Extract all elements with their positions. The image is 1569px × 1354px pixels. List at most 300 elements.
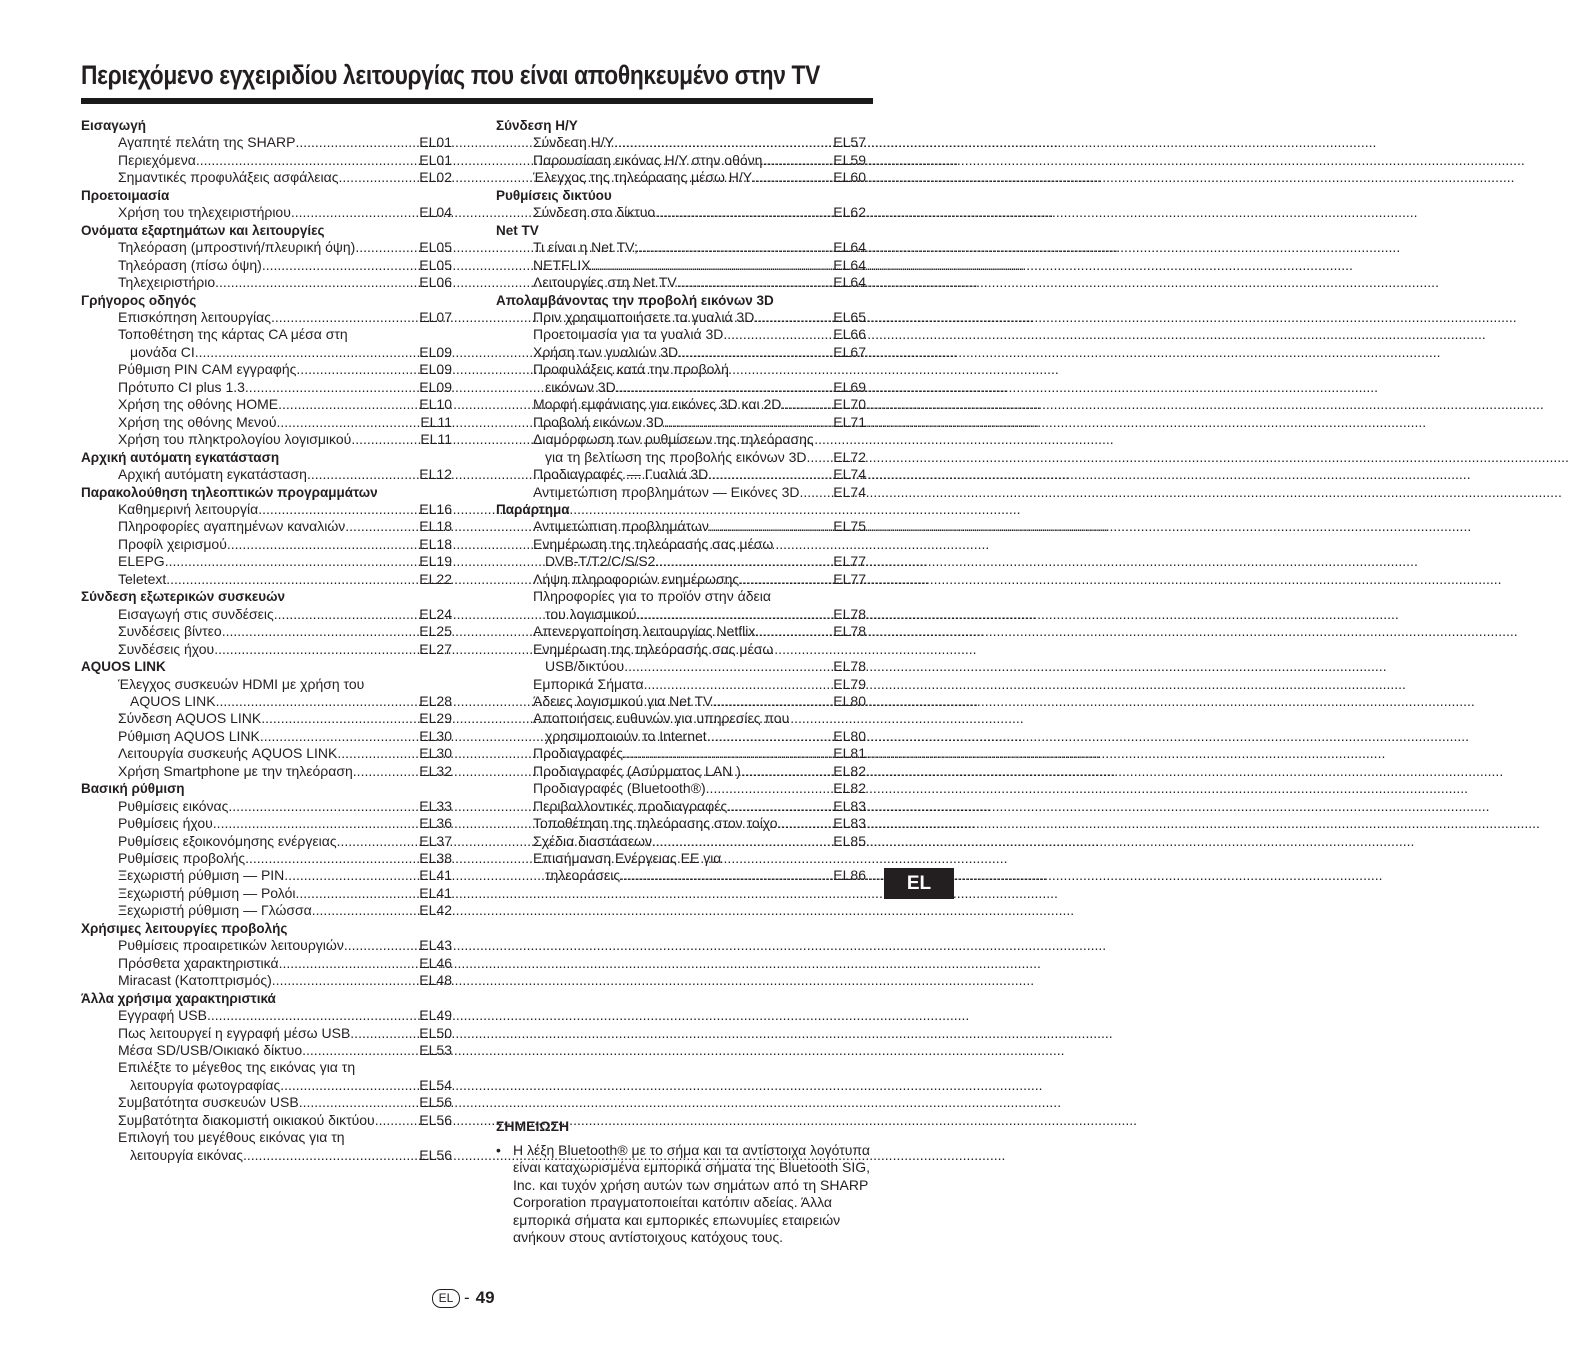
dot-leader: [636, 606, 833, 623]
toc-entry-title: Τοποθέτηση της τηλεόρασης στον τοίχο: [533, 815, 778, 832]
toc-entry-title: Χρήση της οθόνης Μενού: [118, 413, 277, 430]
dot-leader: [624, 658, 833, 675]
toc-entry: [81, 902, 452, 919]
toc-entry: [496, 798, 866, 815]
toc-entry-title: Σύνδεση Η/Υ: [533, 134, 614, 151]
toc-entry: [496, 204, 866, 221]
toc-entry-title: Λειτουργία συσκευής AQUOS LINK: [118, 745, 338, 762]
toc-entry-page: EL85: [833, 832, 866, 849]
toc-section-heading: Ονόματα εξαρτημάτων και λειτουργίες: [81, 222, 325, 238]
toc-entry-title: Ρυθμίσεις προβολής: [118, 850, 246, 867]
toc-entry-line: Ενημέρωση της τηλεόρασής σας μέσω: [533, 640, 774, 657]
toc-entry-title: Πρόσθετα χαρακτηριστικά: [118, 954, 279, 971]
dot-leader: [623, 745, 833, 762]
toc-entry: [81, 798, 452, 815]
toc-entry: [496, 326, 866, 343]
toc-entry: [81, 955, 452, 972]
dot-leader: [727, 798, 833, 815]
toc-entry-title: Ξεχωριστή ρύθμιση — Ρολόι: [118, 884, 296, 901]
toc-entry-page: EL11: [420, 413, 452, 430]
toc-section-heading: Σύνδεση εξωτερικών συσκευών: [81, 589, 286, 605]
toc-entry-page: EL56: [419, 1111, 452, 1128]
language-oval: EL: [432, 1289, 460, 1308]
toc-entry-title: Σχέδια διαστάσεων: [533, 832, 653, 849]
toc-entry: [81, 274, 452, 291]
toc-entry-title: DVB-T/T2/C/S/S2: [545, 553, 656, 570]
toc-entry-page: EL62: [833, 204, 866, 221]
toc-entry-title: Χρήση της οθόνης HOME: [118, 396, 279, 413]
title-rule: [81, 98, 873, 104]
toc-entry: [81, 204, 452, 221]
toc-section-heading: Γρήγορος οδηγός: [81, 292, 197, 308]
toc-entry: [496, 396, 866, 413]
toc-entry-line: Πληροφορίες για το προϊόν στην άδεια: [533, 588, 771, 605]
toc-entry: [81, 257, 452, 274]
toc-entry-title: μονάδα CI: [130, 343, 195, 360]
toc-entry-title: για τη βελτίωση της προβολής εικόνων 3D: [545, 448, 807, 465]
toc-entry: [81, 431, 452, 448]
toc-entry-page: EL69: [833, 378, 866, 395]
toc-entry-page: EL38: [419, 850, 452, 867]
toc-entry-page: EL09: [419, 343, 452, 360]
toc-entry-title: Επισκόπηση λειτουργίας: [118, 308, 271, 325]
toc-entry-page: EL50: [419, 1024, 452, 1041]
toc-entry-page: EL80: [833, 692, 866, 709]
toc-entry: [496, 379, 866, 396]
toc-entry-page: EL25: [419, 623, 452, 640]
dot-leader: [799, 484, 833, 501]
page-number: 49: [475, 1288, 495, 1307]
toc-entry-title: Αντιμετώπιση προβλημάτων: [533, 518, 709, 535]
toc-entry-page: EL12: [419, 466, 452, 483]
toc-entry-page: EL27: [419, 640, 452, 657]
toc-entry-line: Έλεγχος συσκευών HDMI με χρήση του: [118, 675, 365, 692]
toc-entry-page: EL37: [419, 832, 452, 849]
toc-entry: [496, 239, 866, 256]
toc-entry: [81, 623, 452, 640]
toc-section-heading: AQUOS LINK: [81, 659, 166, 675]
dot-leader: [245, 850, 419, 867]
toc-entry-page: EL42: [419, 902, 452, 919]
dot-leader: [260, 728, 419, 745]
toc-entry: [81, 885, 452, 902]
toc-entry: [81, 361, 452, 378]
toc-entry-page: EL09: [419, 378, 452, 395]
toc-entry-title: Ρύθμιση PIN CAM εγγραφής: [118, 361, 297, 378]
toc-entry: [496, 466, 866, 483]
toc-entry: [496, 833, 866, 850]
toc-section-heading: Απολαμβάνοντας την προβολή εικόνων 3D: [496, 292, 774, 308]
dot-leader: [216, 693, 420, 710]
toc-entry-title: Χρήση του τηλεχειριστήριου: [118, 204, 291, 221]
dot-leader: [295, 134, 419, 151]
toc-entry: [496, 606, 866, 623]
toc-entry-title: Προετοιμασία για τα γυαλιά 3D: [533, 326, 724, 343]
toc-entry-title: Συνδέσεις βίντεο: [118, 623, 222, 640]
dot-leader: [296, 885, 420, 902]
toc-entry-title: Συμβατότητα διακομιστή οικιακού δικτύου: [118, 1111, 375, 1128]
toc-entry-title: Σημαντικές προφυλάξεις ασφάλειας: [118, 169, 339, 186]
dot-leader: [228, 798, 419, 815]
toc-entry-page: EL74: [833, 483, 866, 500]
toc-entry: [496, 553, 866, 570]
toc-entry-page: EL67: [833, 343, 866, 360]
toc-entry-page: EL36: [419, 815, 452, 832]
toc-entry-page: EL24: [419, 605, 452, 622]
toc-entry-page: EL77: [833, 570, 866, 587]
toc-entry-title: Ρυθμίσεις εξοικονόμησης ενέργειας: [118, 832, 337, 849]
toc-entry-page: EL78: [833, 605, 866, 622]
dot-leader: [222, 623, 420, 640]
toc-entry: [496, 676, 866, 693]
toc-entry-title: Περιβαλλοντικές προδιαγραφές: [533, 797, 728, 814]
toc-entry-page: EL30: [419, 745, 452, 762]
dot-leader: [655, 553, 833, 570]
toc-entry-page: EL41: [419, 867, 452, 884]
toc-entry: [496, 484, 866, 501]
toc-section-heading: Παρακολούθηση τηλεοπτικών προγραμμάτων: [81, 484, 378, 500]
dot-leader: [312, 902, 420, 919]
toc-section-heading: Net TV: [496, 222, 539, 238]
toc-entry-page: EL64: [833, 274, 866, 291]
toc-section-heading: Χρήσιμες λειτουργίες προβολής: [81, 920, 288, 936]
toc-entry: [496, 518, 866, 535]
toc-entry-page: EL72: [833, 448, 866, 465]
dot-leader: [762, 152, 833, 169]
dot-leader: [213, 815, 420, 832]
toc-left-column: [81, 117, 452, 1164]
dot-leader: [723, 326, 833, 343]
toc-entry-page: EL74: [833, 466, 866, 483]
toc-entry-title: Αντιμετώπιση προβλημάτων — Εικόνες 3D: [533, 483, 800, 500]
toc-entry-title: Προδιαγραφές (Ασύρματος LAN ): [533, 762, 741, 779]
page-footer: [432, 1287, 495, 1309]
toc-entry-title: χρησιμοποιούν το Internet: [545, 727, 707, 744]
toc-section-heading: Προετοιμασία: [81, 187, 170, 203]
dot-leader: [712, 693, 833, 710]
dot-leader: [614, 134, 833, 151]
dot-leader: [375, 1112, 420, 1129]
dot-leader: [652, 833, 833, 850]
dot-leader: [271, 309, 419, 326]
toc-entry: [81, 1025, 452, 1042]
toc-entry-page: EL64: [833, 239, 866, 256]
toc-entry-title: Ρυθμίσεις εικόνας: [118, 797, 229, 814]
toc-entry-title: ELEPG: [118, 553, 165, 570]
toc-entry-page: EL18: [419, 518, 452, 535]
toc-section-heading: Εισαγωγή: [81, 118, 146, 133]
toc-entry-page: EL86: [833, 867, 866, 884]
toc-entry-page: EL78: [833, 658, 866, 675]
toc-entry-title: Περιεχόμενα: [118, 151, 196, 168]
toc-entry: [496, 449, 866, 466]
toc-entry-page: EL07: [419, 308, 452, 325]
toc-entry-title: Ρύθμιση AQUOS LINK: [118, 727, 260, 744]
dot-leader: [276, 414, 420, 431]
toc-entry-title: Χρήση του πληκτρολογίου λογισμικού: [118, 431, 352, 448]
toc-entry: [496, 867, 866, 884]
dot-leader: [644, 676, 834, 693]
dot-leader: [655, 204, 833, 221]
toc-entry: [81, 571, 452, 588]
toc-entry-page: EL05: [419, 256, 452, 273]
dot-leader: [620, 867, 833, 884]
toc-entry-title: Τηλεόραση (μπροστινή/πλευρική όψη): [118, 239, 356, 256]
toc-entry-page: EL71: [833, 413, 866, 430]
toc-entry-title: Προδιαγραφές — Γυαλιά 3D: [533, 466, 709, 483]
toc-entry-page: EL57: [833, 134, 866, 151]
toc-entry-title: Λήψη πληροφοριών ενημέρωσης: [533, 570, 740, 587]
toc-entry-title: Πληροφορίες αγαπημένων καναλιών: [118, 518, 346, 535]
toc-entry: [81, 396, 452, 413]
toc-entry-page: EL02: [419, 169, 452, 186]
dot-leader: [337, 833, 420, 850]
toc-entry-title: εικόνων 3D: [545, 378, 616, 395]
toc-entry-title: Προδιαγραφές: [533, 745, 623, 762]
toc-entry-page: EL54: [419, 1076, 452, 1093]
dot-leader: [302, 1042, 419, 1059]
toc-entry-title: λειτουργία φωτογραφίας: [130, 1076, 281, 1093]
toc-entry: [81, 693, 452, 710]
toc-entry: [496, 414, 866, 431]
toc-entry: [81, 1147, 452, 1164]
dot-leader: [299, 1094, 420, 1111]
dot-leader: [755, 623, 833, 640]
toc-entry: [81, 1094, 452, 1111]
dot-leader: [195, 344, 420, 361]
toc-entry-page: EL81: [833, 745, 866, 762]
toc-entry-page: EL48: [419, 972, 452, 989]
dot-leader: [616, 379, 834, 396]
dot-leader: [339, 169, 420, 186]
toc-entry: [81, 710, 452, 727]
toc-entry: [81, 134, 452, 151]
note-box: [496, 1118, 871, 1246]
dot-leader: [741, 763, 833, 780]
toc-section-heading: Αρχική αυτόματη εγκατάσταση: [81, 449, 280, 465]
toc-entry-title: Λειτουργίες στη Net TV: [533, 274, 677, 291]
toc-entry-title: Καθημερινή λειτουργία: [118, 500, 259, 517]
toc-entry-page: EL83: [833, 815, 866, 832]
footer-dash: -: [464, 1288, 470, 1307]
bullet-icon: •: [496, 1142, 501, 1158]
toc-entry-page: EL01: [419, 151, 452, 168]
toc-entry-page: EL41: [419, 884, 452, 901]
toc-entry: [496, 658, 866, 675]
dot-leader: [664, 414, 834, 431]
toc-section-heading: Βασική ρύθμιση: [81, 781, 185, 797]
toc-entry-page: EL53: [419, 1042, 452, 1059]
toc-entry-title: Πως λειτουργεί η εγγραφή μέσω USB: [118, 1024, 351, 1041]
dot-leader: [207, 1007, 419, 1024]
toc-entry-title: NETFLIX: [533, 256, 591, 273]
dot-leader: [272, 972, 420, 989]
toc-entry-title: Πριν χρησιμοποιήσετε τα γυαλιά 3D: [533, 308, 755, 325]
toc-entry: [81, 867, 452, 884]
toc-entry: [496, 623, 866, 640]
toc-entry: [496, 309, 866, 326]
page-title: Περιεχόμενο εγχειριδίου λειτουργίας που είναι αποθηκευμένο στην TV: [81, 60, 820, 90]
toc-entry-page: EL11: [420, 431, 452, 448]
toc-entry-page: EL06: [419, 274, 452, 291]
dot-leader: [707, 728, 834, 745]
toc-entry-line: Διαμόρφωση των ρυθμίσεων της τηλεόρασης: [533, 431, 814, 448]
toc-entry: [496, 693, 866, 710]
toc-entry-page: EL33: [419, 797, 452, 814]
toc-entry-line: Ενημέρωση της τηλεόρασής σας μέσω: [533, 535, 774, 552]
dot-leader: [345, 518, 419, 535]
toc-entry-page: EL01: [419, 134, 452, 151]
toc-entry-title: Προβολή εικόνων 3D: [533, 413, 664, 430]
dot-leader: [196, 152, 419, 169]
dot-leader: [307, 466, 419, 483]
toc-entry: [81, 309, 452, 326]
toc-entry: [496, 815, 866, 832]
toc-entry-line: Επισήμανση Ενέργειας ΕΕ για: [533, 850, 722, 867]
toc-entry: [496, 134, 866, 151]
toc-section-heading: Σύνδεση Η/Υ: [496, 118, 578, 133]
dot-leader: [351, 431, 420, 448]
toc-entry: [496, 152, 866, 169]
toc-entry-page: EL60: [833, 169, 866, 186]
toc-entry-line: Τοποθέτηση της κάρτας CA μέσα στη: [118, 326, 348, 343]
toc-entry: [81, 972, 452, 989]
toc-section-heading: Άλλα χρήσιμα χαρακτηριστικά: [81, 990, 276, 1006]
dot-leader: [278, 396, 419, 413]
dot-leader: [678, 344, 833, 361]
toc-entry: [81, 536, 452, 553]
toc-entry: [496, 344, 866, 361]
toc-entry-page: EL28: [419, 692, 452, 709]
toc-entry-page: EL10: [419, 396, 452, 413]
toc-entry: [81, 1042, 452, 1059]
toc-entry-page: EL32: [419, 762, 452, 779]
toc-entry-title: Ξεχωριστή ρύθμιση — PIN: [118, 867, 285, 884]
dot-leader: [274, 606, 420, 623]
dot-leader: [353, 763, 420, 780]
toc-entry: [81, 344, 452, 361]
toc-entry-page: EL46: [419, 954, 452, 971]
toc-entry-title: Εγγραφή USB: [118, 1007, 207, 1024]
toc-entry-page: EL56: [419, 1094, 452, 1111]
toc-entry-page: EL04: [419, 204, 452, 221]
toc-entry-page: EL82: [833, 780, 866, 797]
toc-entry: [81, 606, 452, 623]
toc-section-heading: Παράρτημα: [496, 501, 570, 517]
dot-leader: [215, 274, 419, 291]
toc-entry-page: EL80: [833, 727, 866, 744]
toc-entry: [496, 763, 866, 780]
toc-entry-title: τηλεοράσεις: [545, 867, 621, 884]
dot-leader: [165, 553, 420, 570]
toc-entry-title: Μορφή εμφάνισης για εικόνες 3D και 2D: [533, 396, 782, 413]
toc-right-column: [496, 117, 866, 885]
toc-entry-title: Σύνδεση στο δίκτυο: [533, 204, 656, 221]
toc-entry-line: Επιλογή του μεγέθους εικόνας για τη: [118, 1129, 345, 1146]
toc-entry-page: EL22: [419, 570, 452, 587]
toc-entry-title: Χρήση των γυαλιών 3D: [533, 343, 679, 360]
dot-leader: [262, 257, 419, 274]
toc-entry-title: Πρότυπο CI plus 1.3: [118, 378, 245, 395]
toc-entry-page: EL75: [833, 518, 866, 535]
toc-entry-page: EL05: [419, 239, 452, 256]
dot-leader: [591, 257, 834, 274]
dot-leader: [350, 1025, 419, 1042]
dot-leader: [243, 1147, 419, 1164]
toc-entry-title: Εισαγωγή στις συνδέσεις: [118, 605, 274, 622]
toc-entry-title: USB/δικτύου: [545, 658, 625, 675]
toc-entry: [81, 745, 452, 762]
toc-entry-title: Teletext: [118, 570, 167, 587]
dot-leader: [166, 571, 419, 588]
toc-entry: [81, 501, 452, 518]
dot-leader: [739, 571, 833, 588]
toc-entry: [81, 553, 452, 570]
dot-leader: [279, 955, 420, 972]
toc-entry: [81, 763, 452, 780]
toc-entry-title: Τηλεχειριστήριο: [118, 274, 216, 291]
toc-entry: [496, 169, 866, 186]
toc-entry-title: Χρήση Smartphone με την τηλεόραση: [118, 762, 353, 779]
toc-entry-line: Επιλέξτε το μέγεθος της εικόνας για τη: [118, 1059, 356, 1076]
toc-entry-title: Ρυθμίσεις ήχου: [118, 815, 213, 832]
toc-entry: [496, 745, 866, 762]
dot-leader: [709, 518, 833, 535]
toc-entry-line: Προφυλάξεις κατά την προβολή: [533, 361, 729, 378]
toc-entry: [81, 152, 452, 169]
toc-entry-title: Συμβατότητα συσκευών USB: [118, 1094, 299, 1111]
toc-entry-page: EL66: [833, 326, 866, 343]
dot-leader: [284, 867, 419, 884]
toc-entry-title: Αγαπητέ πελάτη της SHARP: [118, 134, 296, 151]
toc-entry-page: EL43: [419, 937, 452, 954]
toc-entry-page: EL79: [833, 675, 866, 692]
toc-entry: [81, 1007, 452, 1024]
dot-leader: [752, 169, 833, 186]
toc-entry-title: Miracast (Κατοπτρισμός): [118, 972, 272, 989]
language-tab: EL: [884, 868, 954, 899]
toc-entry: [81, 937, 452, 954]
toc-entry: [81, 815, 452, 832]
toc-entry: [81, 414, 452, 431]
toc-entry-title: Τηλεόραση (πίσω όψη): [118, 256, 262, 273]
toc-entry-page: EL56: [419, 1146, 452, 1163]
dot-leader: [258, 501, 419, 518]
toc-entry-title: Σύνδεση AQUOS LINK: [118, 710, 262, 727]
toc-entry-title: Τι είναι η Net TV;: [533, 239, 638, 256]
toc-entry-page: EL82: [833, 762, 866, 779]
dot-leader: [638, 239, 833, 256]
toc-entry-page: EL18: [419, 535, 452, 552]
toc-entry: [81, 169, 452, 186]
toc-entry-title: Εμπορικά Σήματα: [533, 675, 644, 692]
toc-entry-title: Προδιαγραφές (Bluetooth®): [533, 780, 706, 797]
toc-entry: [81, 728, 452, 745]
toc-entry-title: AQUOS LINK: [130, 692, 216, 709]
dot-leader: [261, 710, 419, 727]
dot-leader: [708, 466, 833, 483]
toc-entry: [496, 728, 866, 745]
note-text: Η λέξη Bluetooth® με το σήμα και τα αντίστοιχα λογότυπα είναι καταχωρισμένα εμπορικά σήματα της Bluetooth SIG, Inc. και τυχόν χρήση αυτών των σημάτων από τη SHARP Corporation πραγματοποιείται κατόπιν αδείας. Άλλα εμπορικά σήματα και εμπορικές επωνυμίες εταιρειών ανήκουν στους αντίστοιχους κατόχους τους.: [513, 1142, 871, 1246]
dot-leader: [227, 536, 419, 553]
dot-leader: [355, 239, 419, 256]
toc-entry-page: EL19: [419, 553, 452, 570]
toc-entry-title: Άδειες λογισμικού για Net TV: [533, 692, 713, 709]
toc-entry-title: λειτουργία εικόνας: [130, 1146, 243, 1163]
dot-leader: [807, 449, 834, 466]
dot-leader: [214, 641, 419, 658]
toc-entry-title: Μέσα SD/USB/Οικιακό δίκτυο: [118, 1042, 303, 1059]
